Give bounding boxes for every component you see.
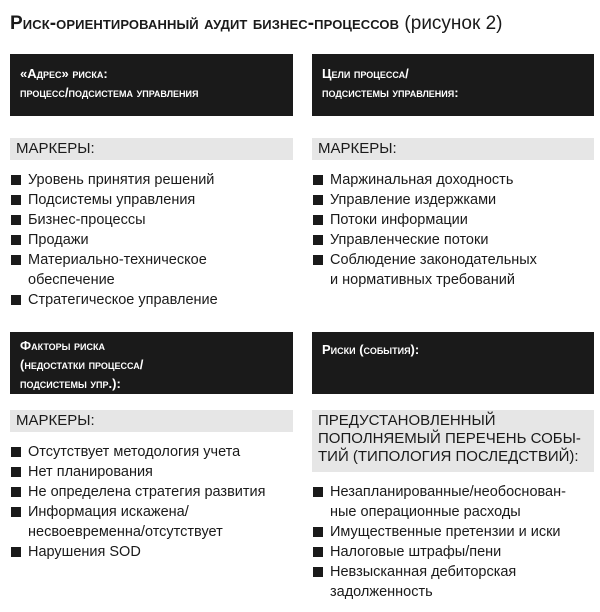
list-item-text: Материально-техническое [28, 252, 207, 268]
list-item [10, 290, 296, 310]
list-item [10, 542, 296, 562]
markers-label-line: ПРЕДУСТАНОВЛЕННЫЙ [318, 412, 496, 429]
markers-label-line: ПОПОЛНЯЕМЫЙ ПЕРЕЧЕНЬ СОБЫ- [318, 430, 581, 447]
bullet-square-icon [11, 195, 21, 205]
risk-factors-marker-list [10, 442, 296, 562]
bullet-square-icon [11, 235, 21, 245]
address-header [10, 54, 293, 116]
bullet-square-icon [313, 195, 323, 205]
bullet-square-icon [313, 215, 323, 225]
bullet-square-icon [11, 467, 21, 477]
list-item [10, 502, 296, 542]
list-item-text: Информация искажена/ [28, 504, 189, 520]
risk-factors-header [10, 332, 293, 394]
bullet-square-icon [11, 447, 21, 457]
bullet-square-icon [313, 547, 323, 557]
address-header-line: «Адрес» риска: [20, 66, 108, 81]
goals-header-line: подсистемы управления: [322, 85, 459, 100]
address-header-line: процесс/подсистема управления [20, 85, 199, 100]
risk-factors-header-line: подсистемы упр.): [20, 376, 121, 391]
list-item [312, 230, 598, 250]
list-item-text: Нет планирования [28, 464, 153, 480]
bullet-square-icon [11, 255, 21, 265]
list-item [312, 522, 598, 542]
bullet-square-icon [11, 507, 21, 517]
list-item-text: Управление издержками [330, 192, 497, 208]
goals-header-line: Цели процесса/ [322, 66, 409, 81]
list-item-text: Уровень принятия решений [28, 172, 215, 188]
bullet-square-icon [313, 255, 323, 265]
risk-factors-header-line: (недостатки процесса/ [20, 357, 144, 372]
markers-label-line: МАРКЕРЫ: [16, 412, 95, 429]
risk-events-header-line: Риски (события): [322, 342, 420, 357]
list-item-text: Продажи [28, 232, 89, 248]
bullet-square-icon [11, 175, 21, 185]
address-markers-label [10, 138, 293, 160]
list-item-text: Нарушения SOD [28, 544, 141, 560]
bullet-square-icon [313, 527, 323, 537]
list-item-text: Управленческие потоки [330, 232, 489, 248]
list-item-text: Соблюдение законодательных [330, 252, 537, 268]
list-item [312, 210, 598, 230]
bullet-square-icon [11, 215, 21, 225]
markers-label-line: МАРКЕРЫ: [16, 140, 95, 157]
bullet-square-icon [11, 487, 21, 497]
list-item-text: Налоговые штрафы/пени [330, 544, 502, 560]
risk-events-markers-label [312, 410, 594, 472]
list-item [10, 230, 296, 250]
risk-factors-header-line: Факторы риска [20, 338, 105, 353]
list-item-text: Подсистемы управления [28, 192, 196, 208]
list-item [10, 170, 296, 190]
markers-label-line: МАРКЕРЫ: [318, 140, 397, 157]
goals-marker-list [312, 170, 598, 290]
title-figure-ref: (рисунок 2) [399, 13, 503, 34]
list-item-text: обеспечение [28, 272, 115, 288]
risk-factors-markers-label [10, 410, 293, 432]
list-item-text: Бизнес-процессы [28, 212, 146, 228]
list-item-text: Имущественные претензии и иски [330, 524, 561, 540]
goals-header [312, 54, 594, 116]
bullet-square-icon [11, 295, 21, 305]
list-item [10, 190, 296, 210]
bullet-square-icon [313, 487, 323, 497]
bullet-square-icon [11, 547, 21, 557]
list-item [10, 250, 296, 290]
list-item [10, 462, 296, 482]
risk-events-header [312, 332, 594, 394]
list-item-text: задолженность [330, 584, 433, 600]
goals-markers-label [312, 138, 594, 160]
list-item [10, 482, 296, 502]
list-item-text: ные операционные расходы [330, 504, 521, 520]
list-item-text: Незапланированные/необоснован- [330, 484, 566, 500]
list-item [312, 562, 598, 602]
title-main: Риск-ориентированный аудит бизнес-процессов [10, 13, 400, 34]
list-item [312, 250, 598, 290]
list-item-text: Не определена стратегия развития [28, 484, 266, 500]
bullet-square-icon [313, 567, 323, 577]
list-item [312, 542, 598, 562]
list-item [10, 210, 296, 230]
list-item [312, 190, 598, 210]
bullet-square-icon [313, 175, 323, 185]
bullet-square-icon [313, 235, 323, 245]
risk-events-marker-list [312, 482, 598, 602]
list-item-text: Отсутствует методология учета [28, 444, 241, 460]
list-item [10, 442, 296, 462]
list-item [312, 482, 598, 522]
list-item-text: Потоки информации [330, 212, 468, 228]
page-title [10, 12, 596, 36]
list-item-text: и нормативных требований [330, 272, 515, 288]
list-item-text: Маржинальная доходность [330, 172, 514, 188]
markers-label-line: ТИЙ (ТИПОЛОГИЯ ПОСЛЕДСТВИЙ): [318, 448, 579, 465]
list-item-text: Невзысканная дебиторская [330, 564, 517, 580]
list-item-text: Стратегическое управление [28, 292, 218, 308]
address-marker-list [10, 170, 296, 310]
list-item-text: несвоевременна/отсутствует [28, 524, 223, 540]
list-item [312, 170, 598, 190]
